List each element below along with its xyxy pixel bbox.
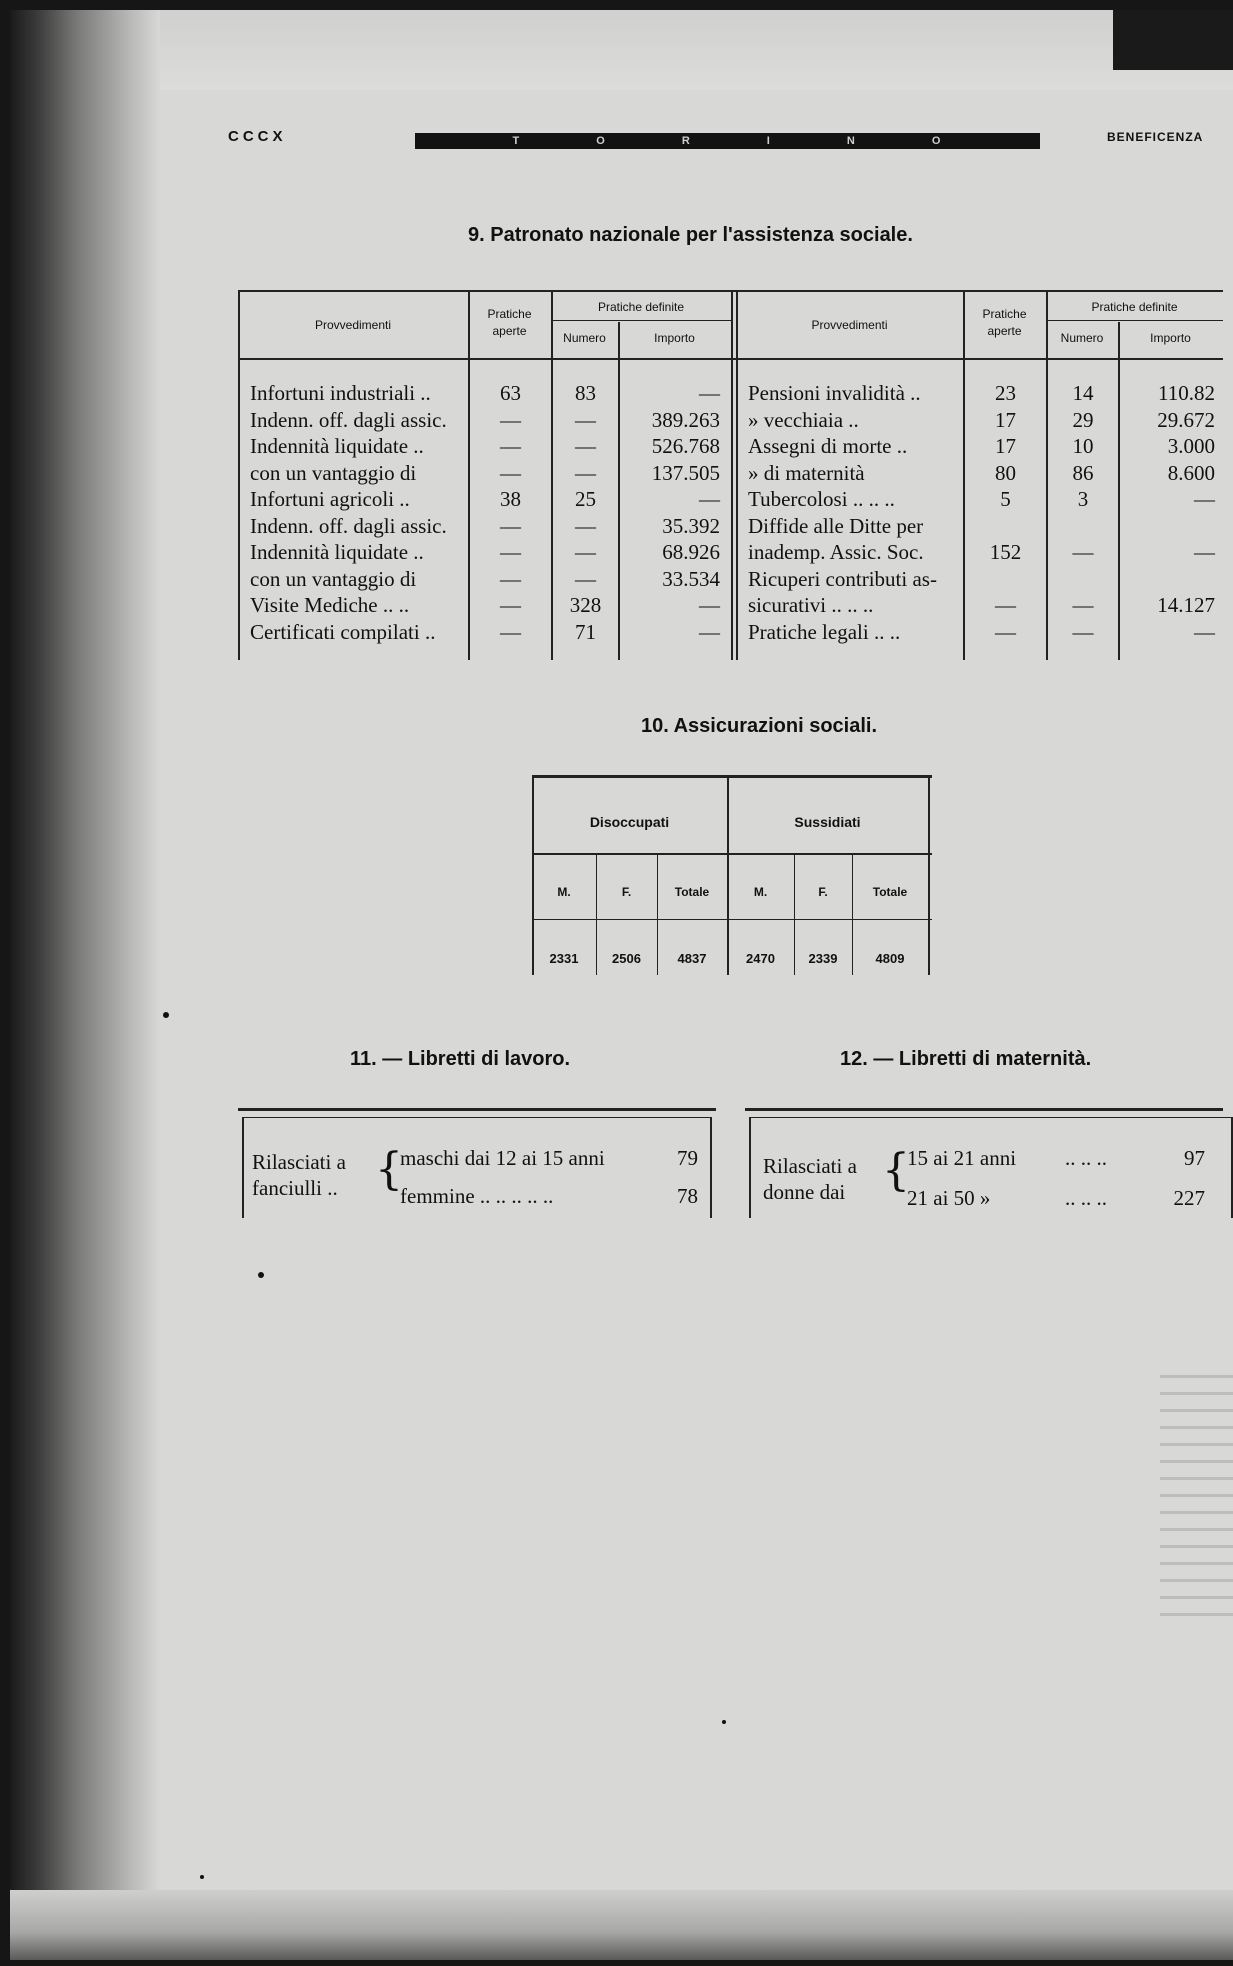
right-row-numero: 3 <box>1077 487 1089 511</box>
brace-icon: { <box>375 1144 403 1195</box>
table11-row-text: maschi dai 12 ai 15 anni <box>400 1146 605 1170</box>
left-row-numero: — <box>575 566 596 591</box>
left-row-importo: 35.392 <box>662 513 720 538</box>
table9-title: 9. Patronato nazionale per l'assistenza sociale. <box>468 224 913 246</box>
table10-rule <box>928 775 930 975</box>
table11-label: Rilasciati a <box>252 1150 346 1174</box>
banner-letter: I <box>766 135 772 147</box>
section-heading-right: BENEFICENZA <box>1107 130 1204 144</box>
right-row-importo: 8.600 <box>1167 460 1215 485</box>
table12-label: donne dai <box>763 1180 846 1204</box>
right-row-numero: 10 <box>1072 434 1094 458</box>
right-row-label: Diffide alle Ditte per <box>748 513 924 538</box>
left-row-label: Indenn. off. dagli assic. <box>250 407 447 432</box>
right-row-label: sicurativi .. .. .. <box>748 593 874 617</box>
table9 <box>238 290 1223 660</box>
left-row-importo: 137.505 <box>651 460 720 485</box>
left-row-label: Indennità liquidate .. <box>250 540 424 564</box>
right-row-aperte: — <box>995 619 1016 644</box>
right-row-label: Pensioni invalidità .. <box>748 381 921 405</box>
banner-letter: O <box>596 135 607 147</box>
left-row-label: Indennità liquidate .. <box>250 434 424 458</box>
left-row-aperte: — <box>500 434 521 458</box>
right-row-importo: 110.82 <box>1158 381 1215 405</box>
right-row-aperte: 5 <box>1000 487 1011 511</box>
header-provvedimenti: Provvedimenti <box>811 318 888 332</box>
right-row-numero: 14 <box>1072 381 1094 405</box>
speck <box>200 1875 204 1879</box>
banner-letter: T <box>512 135 522 147</box>
table12-title: 12. — Libretti di maternità. <box>840 1048 1092 1070</box>
left-row-numero: — <box>575 540 596 564</box>
right-row-importo: 29.672 <box>1157 407 1215 432</box>
table10-subheader: Totale <box>872 885 908 899</box>
right-row-aperte: 23 <box>995 381 1016 405</box>
right-row-label: Tubercolosi .. .. .. <box>748 487 895 511</box>
table9-rule <box>1046 320 1223 321</box>
left-row-aperte: — <box>500 593 521 617</box>
banner-letter: R <box>681 135 692 147</box>
left-row-importo: 389.263 <box>651 407 720 432</box>
left-row-aperte: 38 <box>500 487 521 511</box>
bleed-through-text <box>1160 1375 1233 1630</box>
left-row-importo: — <box>699 381 720 405</box>
left-row-aperte: — <box>500 407 521 432</box>
left-row-importo: 33.534 <box>662 566 720 591</box>
table10-value: 4837 <box>677 951 707 966</box>
banner-letter: N <box>846 135 857 147</box>
table10-value: 4809 <box>875 951 905 966</box>
right-row-numero: — <box>1072 619 1094 644</box>
table10-subheader: F. <box>818 885 828 899</box>
table10-subheader: F. <box>621 885 632 899</box>
table12-row-text: 15 ai 21 anni <box>907 1146 1017 1170</box>
header-disoccupati: Disoccupati <box>589 814 670 830</box>
right-row-numero: — <box>1072 593 1094 617</box>
left-row-numero: — <box>575 460 596 485</box>
left-row-aperte: — <box>500 540 521 564</box>
page-corner-shadow <box>1113 10 1233 70</box>
left-row-importo: — <box>699 487 720 511</box>
right-row-label: inademp. Assic. Soc. <box>748 540 924 564</box>
left-row-numero: — <box>575 434 596 458</box>
right-row-numero: 86 <box>1072 460 1094 485</box>
right-row-aperte: 17 <box>995 434 1016 458</box>
right-row-numero: 29 <box>1072 407 1094 432</box>
right-row-importo: 3.000 <box>1167 434 1215 458</box>
left-row-importo: 526.768 <box>651 434 720 458</box>
left-row-aperte: — <box>500 619 521 644</box>
left-row-numero: 71 <box>575 619 596 644</box>
right-row-importo: — <box>1194 540 1215 564</box>
table12-row-dots: .. .. .. <box>1065 1146 1107 1170</box>
table10-value: 2339 <box>808 951 838 966</box>
header-importo: Importo <box>1150 331 1191 345</box>
right-row-numero: — <box>1072 540 1094 564</box>
header-numero: Numero <box>1060 331 1104 345</box>
table9-rule <box>731 290 733 660</box>
table11-row-value: 79 <box>677 1146 698 1170</box>
header-pratiche-aperte: aperte <box>492 324 527 338</box>
header-numero: Numero <box>563 331 606 345</box>
header-banner <box>415 133 1040 149</box>
left-row-importo: 68.926 <box>662 540 720 564</box>
left-row-aperte: — <box>500 460 521 485</box>
left-row-aperte: 63 <box>500 381 521 405</box>
page-top-shadow <box>10 10 1233 90</box>
table12 <box>745 1108 1223 1218</box>
header-importo: Importo <box>654 331 695 345</box>
right-row-importo: — <box>1194 487 1215 511</box>
right-row-label: Pratiche legali .. .. <box>748 619 901 644</box>
table11-label: fanciulli .. <box>252 1176 338 1200</box>
left-row-label: Certificati compilati .. <box>250 619 436 644</box>
table10-rule <box>532 853 932 855</box>
left-row-importo: — <box>699 619 720 644</box>
table12-row-dots: .. .. .. <box>1065 1186 1107 1210</box>
table12-row-value: 97 <box>1184 1146 1205 1170</box>
left-row-numero: — <box>575 407 596 432</box>
left-row-aperte: — <box>500 513 521 538</box>
table10-rule <box>532 775 932 778</box>
table9-rule <box>551 320 731 321</box>
banner-letter: O <box>931 135 943 147</box>
left-row-label: Infortuni industriali .. <box>250 381 431 405</box>
table9-rule <box>238 290 240 660</box>
table10-subheader: M. <box>753 885 768 899</box>
table11 <box>238 1108 716 1218</box>
right-row-label: » vecchiaia .. <box>748 407 859 432</box>
table11-row-text: femmine .. .. .. .. .. <box>400 1184 554 1208</box>
right-row-label: » di maternità <box>748 460 865 485</box>
table10-value: 2506 <box>612 951 641 966</box>
table12-label: Rilasciati a <box>763 1154 857 1178</box>
brace-icon: { <box>882 1145 910 1196</box>
header-provvedimenti: Provvedimenti <box>314 318 392 332</box>
right-row-importo: 14.127 <box>1157 593 1215 617</box>
speck <box>722 1720 726 1724</box>
left-row-numero: 83 <box>575 381 596 405</box>
left-row-label: Infortuni agricoli .. <box>250 487 410 511</box>
right-row-label: Ricuperi contributi as- <box>748 566 937 591</box>
left-row-label: con un vantaggio di <box>250 566 417 591</box>
header-pratiche-aperte: aperte <box>987 324 1022 338</box>
page-number: CCCX <box>228 128 287 145</box>
table10-value: 2331 <box>549 951 579 966</box>
table11-title: 11. — Libretti di lavoro. <box>350 1048 571 1070</box>
left-row-label: con un vantaggio di <box>250 460 417 485</box>
table10-subheader: Totale <box>674 885 710 899</box>
left-row-label: Indenn. off. dagli assic. <box>250 513 447 538</box>
header-pratiche-aperte: Pratiche <box>982 307 1027 321</box>
left-row-label: Visite Mediche .. .. <box>250 593 410 617</box>
speck <box>258 1272 264 1278</box>
page-bottom-shadow <box>10 1890 1233 1960</box>
table12-row-value: 227 <box>1173 1186 1205 1210</box>
table9-rule <box>238 358 1223 360</box>
table12-row-text: 21 ai 50 » <box>907 1186 991 1210</box>
right-row-label: Assegni di morte .. <box>748 434 908 458</box>
right-row-aperte: 152 <box>989 540 1022 564</box>
right-row-aperte: 80 <box>995 460 1016 485</box>
left-row-numero: 328 <box>569 593 602 617</box>
table9-rule <box>736 290 738 660</box>
table10-rule <box>532 919 932 920</box>
left-row-numero: — <box>575 513 596 538</box>
speck <box>163 1012 169 1018</box>
left-row-aperte: — <box>500 566 521 591</box>
right-row-aperte: — <box>995 593 1016 617</box>
right-row-aperte: 17 <box>995 407 1016 432</box>
left-row-importo: — <box>699 593 720 617</box>
table10-subheader: M. <box>557 885 571 899</box>
book-binding-shadow <box>10 10 160 1960</box>
header-pratiche-aperte: Pratiche <box>487 307 532 321</box>
header-pratiche-definite: Pratiche definite <box>1091 300 1178 314</box>
header-pratiche-definite: Pratiche definite <box>597 300 685 314</box>
header-sussidiati: Sussidiati <box>794 814 861 830</box>
table11-row-value: 78 <box>677 1184 698 1208</box>
table10-title: 10. Assicurazioni sociali. <box>641 715 878 737</box>
left-row-numero: 25 <box>575 487 596 511</box>
table10 <box>532 775 932 975</box>
table10-value: 2470 <box>746 951 775 966</box>
right-row-importo: — <box>1194 619 1215 644</box>
